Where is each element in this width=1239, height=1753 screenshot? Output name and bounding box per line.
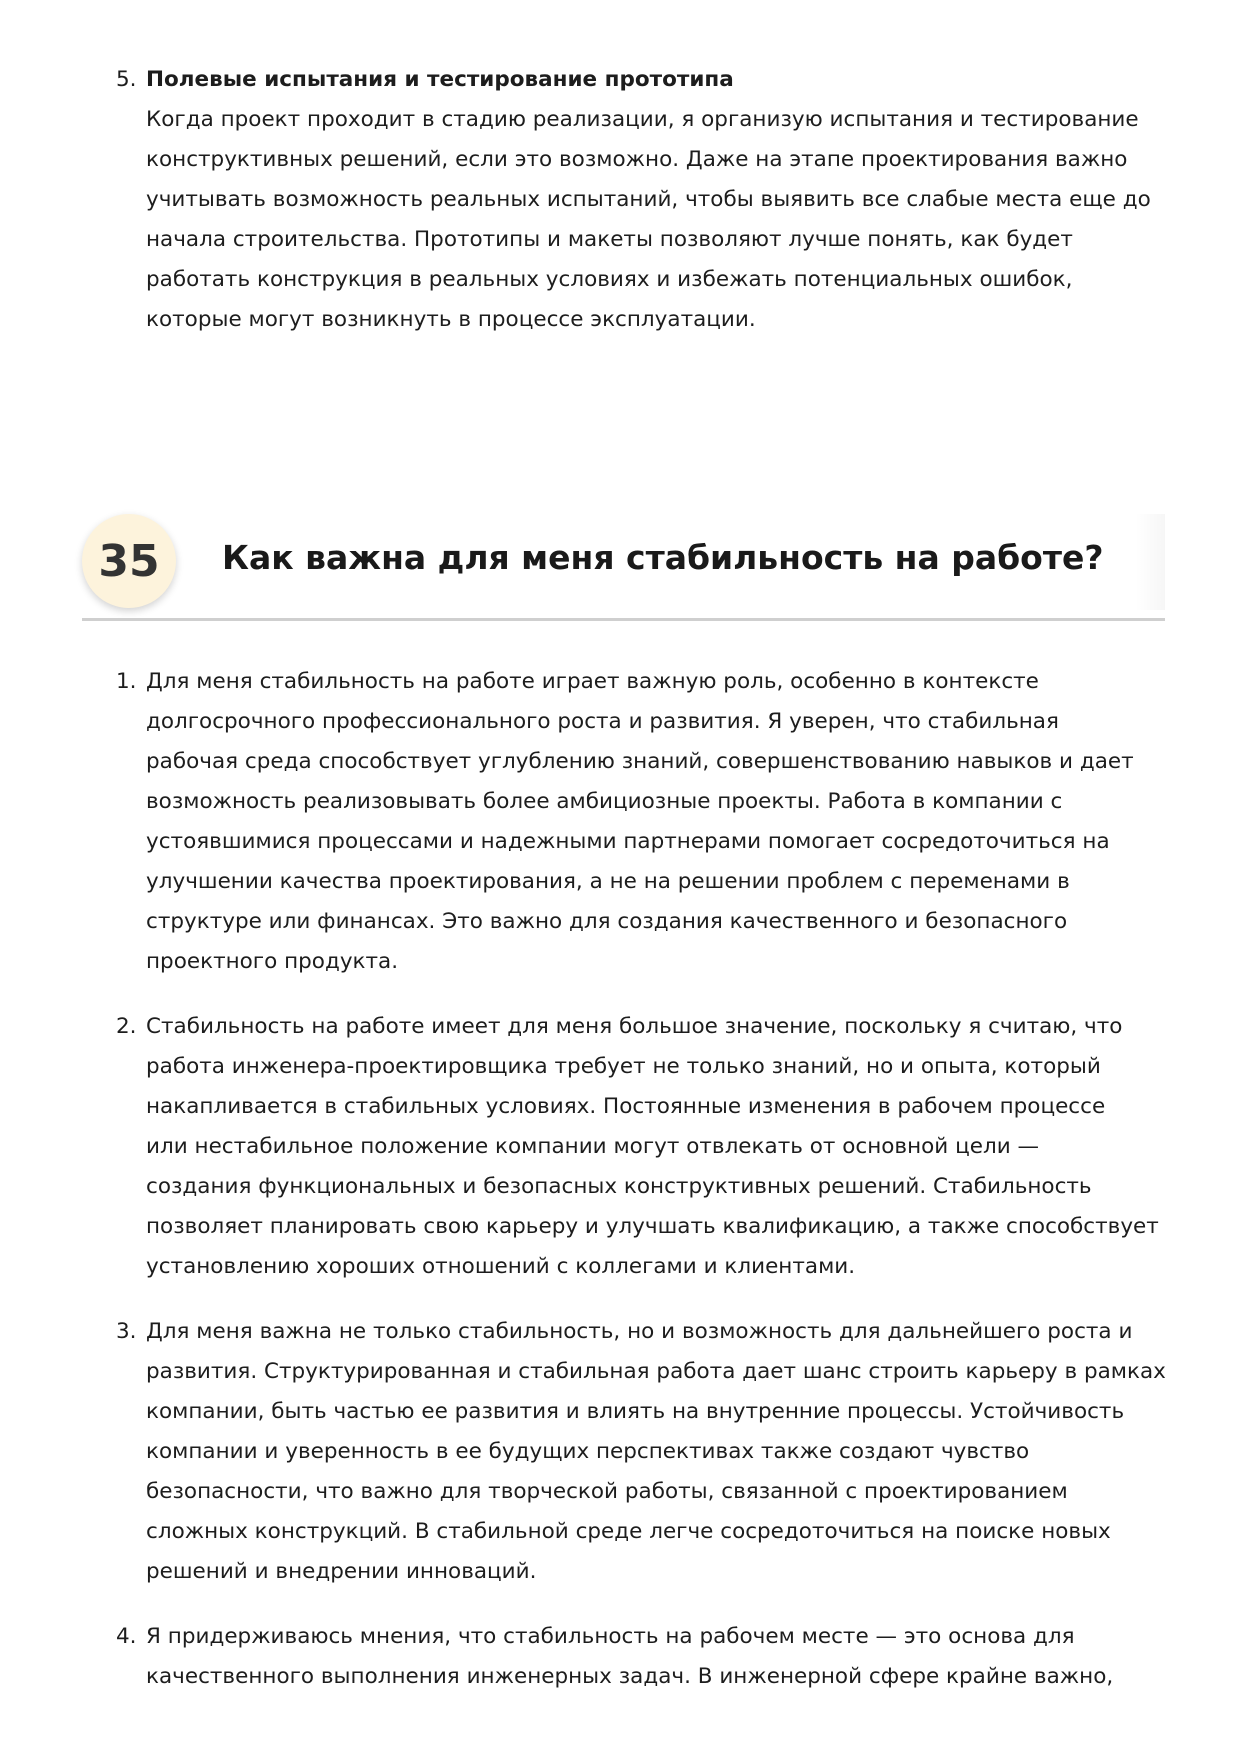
list-item-number: 5. [116,67,137,92]
list-item-number: 4. [116,1624,137,1649]
list-item-body [146,662,1176,982]
text-line: рабочая среда способствует углублению знаний, совершенствованию навыков и дает [146,749,1134,774]
text-line: Для меня важна не только стабильность, но и возможность для дальнейшего роста и [146,1319,1133,1344]
text-line: структуре или финансах. Это важно для создания качественного и безопасного [146,909,1068,934]
text-line: работа инженера-проектировщика требует не только знаний, но и опыта, который [146,1054,1101,1079]
list-item [116,1312,1176,1592]
text-line: возможность реализовывать более амбициозные проекты. Работа в компании с [146,789,1063,814]
text-line: безопасности, что важно для творческой работы, связанной с проектированием [146,1479,1068,1504]
text-line: компании и уверенность в ее будущих перспективах также создают чувство [146,1439,1030,1464]
list-item-number: 2. [116,1014,137,1039]
text-line: проектного продукта. [146,949,399,974]
list-item [116,662,1176,982]
list-item-body [146,1312,1176,1592]
text-line: создания функциональных и безопасных конструктивных решений. Стабильность [146,1174,1092,1199]
section-title: Как важна для меня стабильность на работе? [222,538,1104,577]
text-line: качественного выполнения инженерных задач. В инженерной сфере крайне важно, [146,1664,1114,1689]
text-line: работать конструкция в реальных условиях и избежать потенциальных ошибок, [146,267,1073,292]
list-item [116,1617,1176,1697]
text-line: долгосрочного профессионального роста и развития. Я уверен, что стабильная [146,709,1059,734]
text-line: сложных конструкций. В стабильной среде легче сосредоточиться на поиске новых [146,1519,1111,1544]
text-line: конструктивных решений, если это возможно. Даже на этапе проектирования важно [146,147,1128,172]
text-line: Стабильность на работе имеет для меня большое значение, поскольку я считаю, что [146,1014,1123,1039]
section-header [82,514,1165,623]
header-shadow [1135,514,1165,610]
text-line: развития. Структурированная и стабильная работа дает шанс строить карьеру в рамках [146,1359,1166,1384]
text-line: позволяет планировать свою карьеру и улучшать квалификацию, а также способствует [146,1214,1159,1239]
text-line: или нестабильное положение компании могут отвлекать от основной цели — [146,1134,1040,1159]
text-line: Когда проект проходит в стадию реализации, я организую испытания и тестирование [146,107,1139,132]
text-line: улучшении качества проектирования, а не на решении проблем с переменами в [146,869,1070,894]
list-item-number: 1. [116,669,137,694]
list-item-body [146,1007,1176,1287]
section-number-badge: 35 [82,514,176,608]
text-line: устоявшимися процессами и надежными партнерами помогает сосредоточиться на [146,829,1110,854]
text-line: установлению хороших отношений с коллегами и клиентами. [146,1254,856,1279]
text-line: компании, быть частью ее развития и влиять на внутренние процессы. Устойчивость [146,1399,1125,1424]
list-item-body [146,60,1176,340]
list-item [116,1007,1176,1287]
list-item-number: 3. [116,1319,137,1344]
list-item-body [146,1617,1176,1697]
text-line: Я придерживаюсь мнения, что стабильность на рабочем месте — это основа для [146,1624,1075,1649]
text-line: решений и внедрении инноваций. [146,1559,537,1584]
list-item [116,60,1176,340]
text-line: Для меня стабильность на работе играет важную роль, особенно в контексте [146,669,1039,694]
list-item-title: Полевые испытания и тестирование прототипа [146,67,734,92]
text-line: которые могут возникнуть в процессе эксплуатации. [146,307,756,332]
section-divider [82,618,1165,621]
text-line: накапливается в стабильных условиях. Постоянные изменения в рабочем процессе [146,1094,1106,1119]
text-line: начала строительства. Прототипы и макеты позволяют лучше понять, как будет [146,227,1073,252]
text-line: учитывать возможность реальных испытаний, чтобы выявить все слабые места еще до [146,187,1151,212]
